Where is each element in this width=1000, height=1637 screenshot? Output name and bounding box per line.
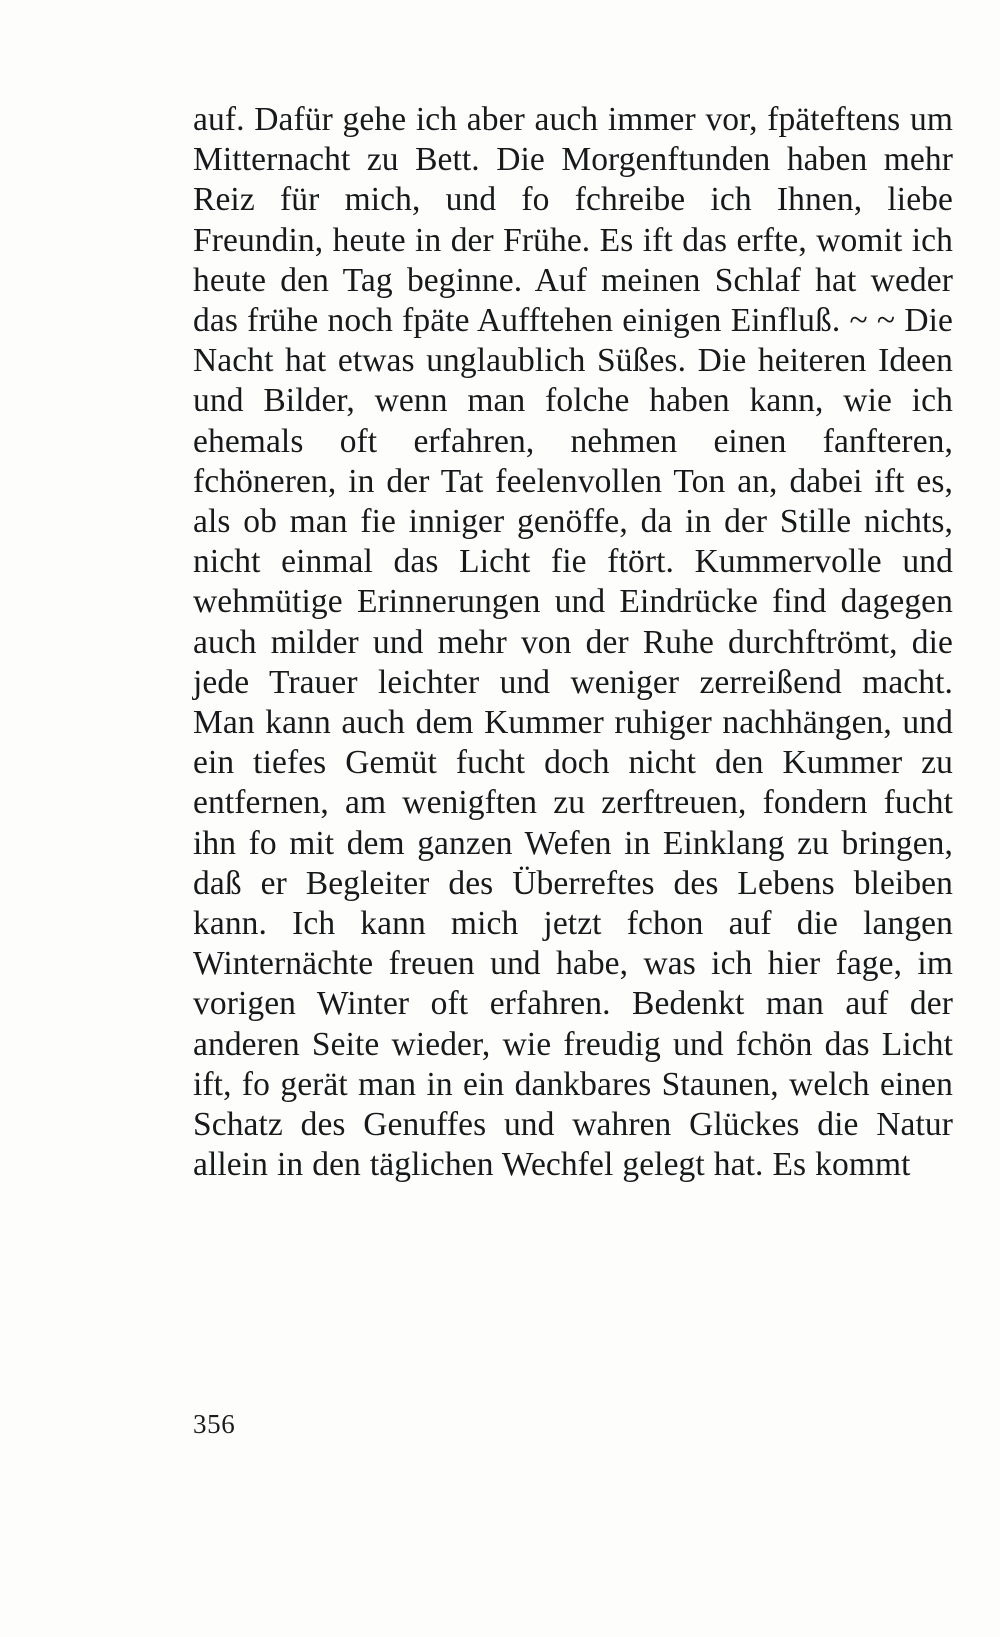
body-text-block [193, 100, 953, 1185]
page-number: 356 [193, 1409, 236, 1439]
body-paragraph: auf. Dafür gehe ich aber auch immer vor, fpäteftens um Mitternacht zu Bett. Die Morgenftunden haben mehr Reiz für mich, und fo fchreibe ich Ihnen, liebe Freundin, heute in der Frühe. Es ift das erfte, womit ich heute den Tag beginne. Auf meinen Schlaf hat weder das frühe noch fpäte Aufftehen einigen Einfluß. ~ ~ Die Nacht hat etwas unglaublich Süßes. Die heiteren Ideen und Bilder, wenn man folche haben kann, wie ich ehemals oft erfahren, nehmen einen fanfteren, fchöneren, in der Tat feelenvollen Ton an, dabei ift es, als ob man fie inniger genöffe, da in der Stille nichts, nicht einmal das Licht fie ftört. Kummervolle und wehmütige Erinnerungen und Eindrücke find dagegen auch milder und mehr von der Ruhe durchftrömt, die jede Trauer leichter und weniger zerreißend macht. Man kann auch dem Kummer ruhiger nachhängen, und ein tiefes Gemüt fucht doch nicht den Kummer zu entfernen, am wenigften zu zerftreuen, fondern fucht ihn fo mit dem ganzen Wefen in Einklang zu bringen, daß er Begleiter des Überreftes des Lebens bleiben kann. Ich kann mich jetzt fchon auf die langen Winternächte freuen und habe, was ich hier fage, im vorigen Winter oft erfahren. Bedenkt man auf der anderen Seite wieder, wie freudig und fchön das Licht ift, fo gerät man in ein dankbares Staunen, welch einen Schatz des Genuffes und wahren Glückes die Natur allein in den täglichen Wechfel gelegt hat. Es kommt [193, 101, 953, 1184]
